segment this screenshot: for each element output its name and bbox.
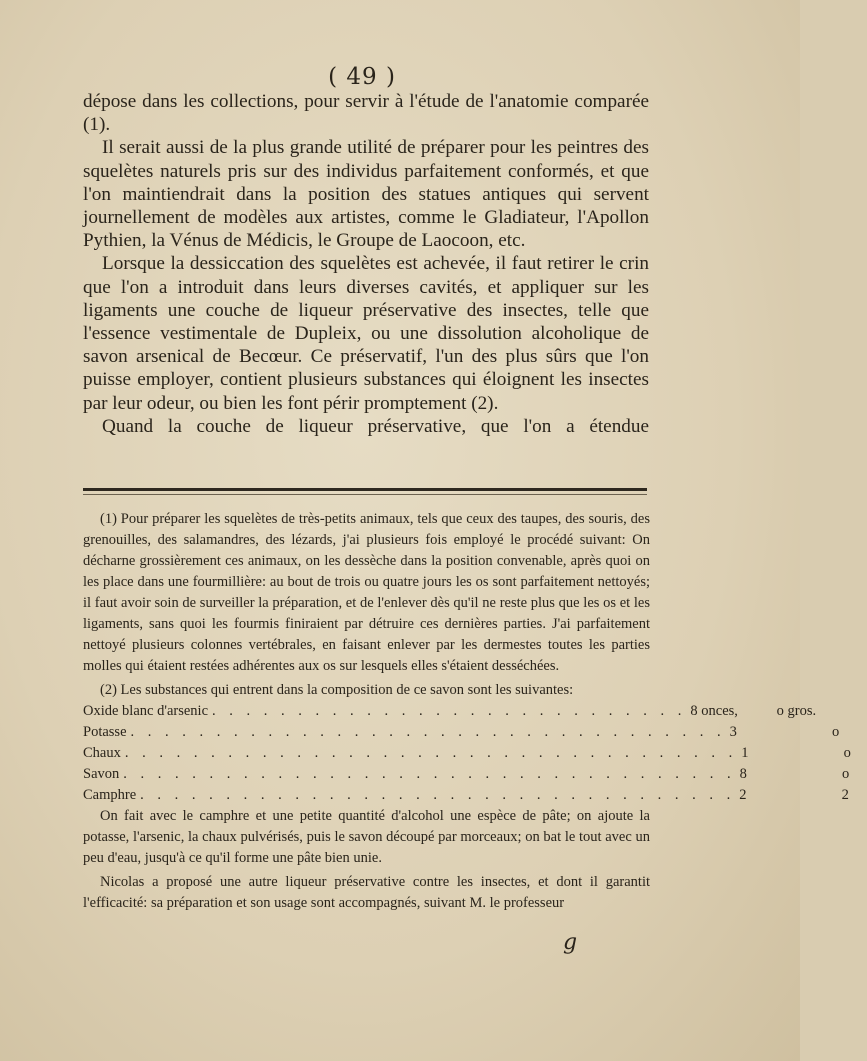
substance-gros: o	[832, 724, 840, 740]
substance-onces: 3	[729, 724, 737, 740]
leader-dots: . . . . . . . . . . . . . . . . . . . . . . . . . . . . . . . . . . .	[140, 787, 736, 803]
footnote-rule	[83, 488, 647, 491]
main-text	[83, 90, 649, 438]
substance-onces: 2	[739, 787, 747, 803]
substance-name: Savon	[83, 766, 120, 782]
substance-name: Chaux	[83, 745, 121, 761]
composition-row	[83, 743, 851, 764]
substance-name: Camphre	[83, 787, 137, 803]
signature-mark: g	[563, 930, 578, 955]
leader-dots: . . . . . . . . . . . . . . . . . . . . . . . . . . . .	[212, 703, 687, 719]
substance-gros: 2	[841, 787, 849, 803]
paragraph-1: dépose dans les collections, pour servir à l'étude de l'anatomie comparée (1).	[83, 91, 649, 136]
paragraph-3: Lorsque la dessiccation des squelètes est achevée, il faut retirer le crin que l'on a introduit dans leurs diverses cavités, et appliquer sur les ligaments une couche de liqueur préservative des insectes, telle que l'essence vestimentale de Dupleix, ou une dissolution alcoholique de savon arsenical de Becœur. Ce préservatif, l'un des plus sûrs que l'on puisse employer, contient plusieurs substances qui éloignent les insectes par leur odeur, ou bien les font périr promptement (2).	[83, 253, 649, 414]
footnote-2-nicolas: Nicolas a proposé une autre liqueur préservative contre les insectes, et dont il garantit l'efficacité: sa préparation et son usage sont accompagnés, suivant M. le professeur	[83, 874, 650, 911]
substance-onces: 8 onces,	[690, 703, 738, 719]
composition-row	[83, 722, 840, 743]
composition-row	[83, 785, 849, 806]
substance-onces: 8	[739, 766, 747, 782]
paragraph-2: Il serait aussi de la plus grande utilité de préparer pour les peintres des squelètes naturels pris sur des individus parfaitement conformés, et que l'on maintiendrait dans la position des statues antiques qui servent journellement de modèles aux artistes, comme le Gladiateur, l'Apollon Pythien, la Vénus de Médicis, le Groupe de Laocoon, etc.	[83, 137, 649, 252]
footnote-2-intro: (2) Les substances qui entrent dans la composition de ce savon sont les suivantes:	[100, 682, 574, 698]
paragraph-4: Quand la couche de liqueur préservative, que l'on a étendue	[102, 415, 649, 437]
leader-dots: . . . . . . . . . . . . . . . . . . . . . . . . . . . . . . . . . . . .	[124, 745, 738, 761]
footnote-rule-thin	[83, 494, 647, 495]
footnote-1: (1) Pour préparer les squelètes de très-petits animaux, tels que ceux des taupes, des souris, des grenouilles, des salamandres, des lézards, j'ai plusieurs fois employé le procédé suivant: On décharne grossièrement ces animaux, on les dessèche dans la position convenable, après quoi on les place dans une fourmillière: au bout de trois ou quatre jours les os sont parfaitement nettoyés; il faut avoir soin de surveiller la préparation, et de l'enlever dès qu'il ne reste plus que les os et les ligaments, sans quoi les fourmis finiraient par détruire ces dernières parties. J'ai parfaitement nettoyé plusieurs colonnes vertébrales, en faisant enlever par les dermestes toutes les parties molles qui étaient restées adhérentes aux os sur lesquels elles s'étaient desséchées.	[83, 511, 650, 674]
substance-onces: 1	[741, 745, 749, 761]
leader-dots: . . . . . . . . . . . . . . . . . . . . . . . . . . . . . . . . . . .	[130, 724, 726, 740]
substance-name: Potasse	[83, 724, 127, 740]
substance-gros: o	[843, 745, 851, 761]
footnotes	[83, 509, 851, 914]
composition-table	[83, 701, 851, 806]
leader-dots: . . . . . . . . . . . . . . . . . . . . . . . . . . . . . . . . . . . .	[123, 766, 736, 782]
substance-name: Oxide blanc d'arsenic	[83, 703, 209, 719]
composition-row	[83, 701, 817, 722]
substance-gros: o	[842, 766, 850, 782]
page-number: ( 49 )	[328, 64, 396, 90]
footnote-2-method: On fait avec le camphre et une petite quantité d'alcohol une espèce de pâte; on ajoute la potasse, l'arsenic, la chaux pulvérisés, puis le savon découpé par morceaux; on bat le tout avec un peu d'eau, jusqu'à ce qu'il forme une pâte bien unie.	[83, 808, 650, 866]
substance-gros: o gros.	[776, 703, 817, 719]
composition-row	[83, 764, 850, 785]
